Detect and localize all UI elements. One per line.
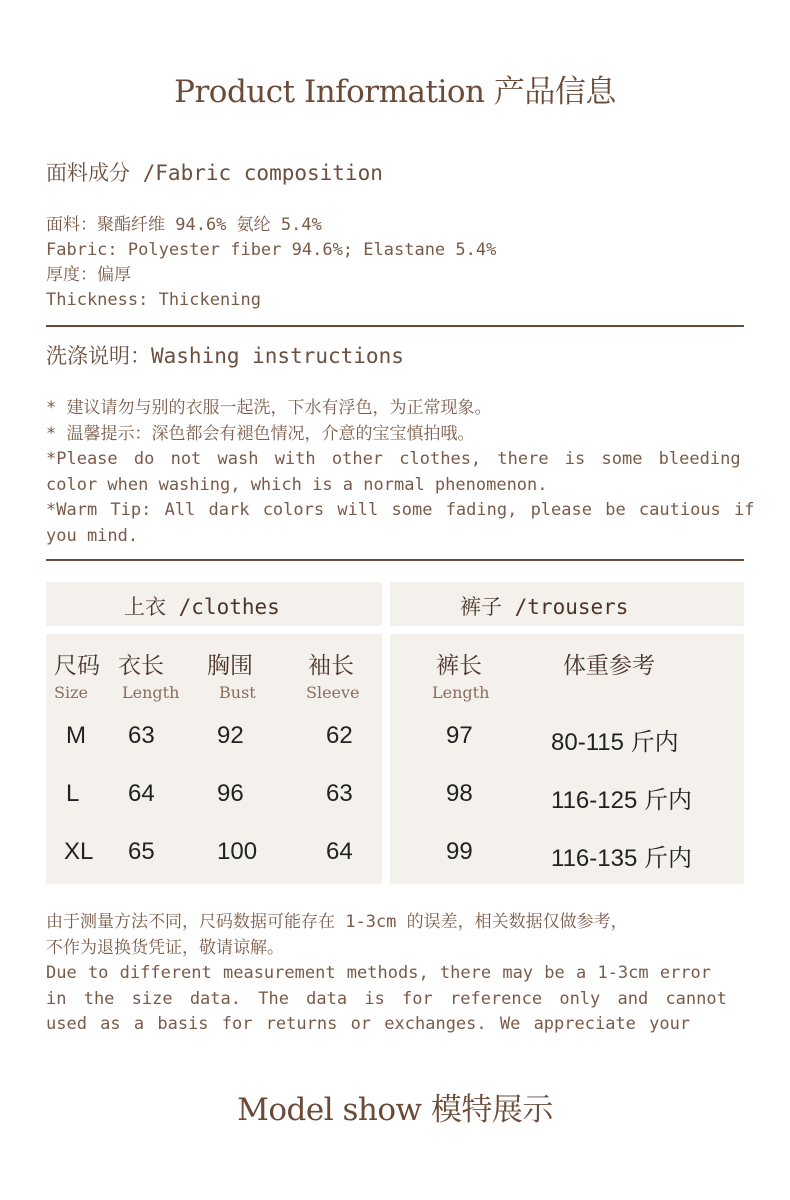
col-bust-cn: 胸围 [207, 653, 253, 679]
size-cell: XL [64, 838, 94, 865]
col-length-cn: 衣长 [118, 653, 164, 679]
col-trouser-length-en: Length [432, 683, 490, 702]
trouser-length-cell: 98 [446, 780, 473, 807]
note-line: 由于测量方法不同，尺码数据可能存在 1-3cm 的误差，相关数据仅做参考， [46, 912, 628, 932]
trouser-length-cell: 97 [446, 722, 473, 749]
sleeve-cell: 62 [326, 722, 353, 749]
bust-cell: 100 [217, 838, 258, 865]
col-sleeve-en: Sleeve [306, 683, 360, 702]
note-line: used as a basis for returns or exchanges. We appreciate your [46, 1014, 691, 1034]
washing-line: * 建议请勿与别的衣服一起洗，下水有浮色，为正常现象。 [46, 398, 492, 418]
clothes-title: 上衣 /clothes [124, 595, 280, 619]
col-trouser-length-cn: 裤长 [436, 653, 482, 679]
model-show-title: Model show 模特展示 [237, 1092, 553, 1128]
fabric-heading: 面料成分 /Fabric composition [46, 161, 383, 185]
washing-line: you mind. [46, 525, 139, 546]
note-line: 不作为退换货凭证，敬请谅解。 [46, 937, 284, 958]
size-cell: L [66, 780, 80, 807]
weight-cell: 116-135 斤内 [551, 845, 692, 872]
col-size-en: Size [54, 683, 88, 702]
washing-line: *Please do not wash with other clothes, there is some bleeding [46, 449, 741, 469]
washing-heading: 洗涤说明：Washing instructions [46, 344, 404, 368]
fabric-line-en: Fabric: Polyester fiber 94.6%; Elastane 5.4% [46, 240, 497, 260]
col-length-en: Length [122, 683, 180, 702]
size-cell: M [66, 722, 86, 749]
weight-cell: 116-125 斤内 [551, 787, 692, 814]
col-weight-cn: 体重参考 [563, 653, 655, 679]
length-cell: 63 [128, 722, 155, 749]
sleeve-cell: 63 [326, 780, 353, 807]
washing-line: * 温馨提示：深色都会有褪色情况，介意的宝宝慎拍哦。 [46, 423, 475, 444]
trouser-length-cell: 99 [446, 838, 473, 865]
thickness-line-cn: 厚度：偏厚 [46, 265, 131, 285]
col-sleeve-cn: 袖长 [308, 653, 354, 679]
trousers-title: 裤子 /trousers [460, 595, 629, 619]
bust-cell: 96 [217, 780, 244, 807]
length-cell: 65 [128, 838, 155, 865]
length-cell: 64 [128, 780, 155, 807]
divider [46, 325, 744, 327]
fabric-line-cn: 面料：聚酯纤维 94.6% 氨纶 5.4% [46, 215, 322, 235]
thickness-line-en: Thickness: Thickening [46, 290, 261, 310]
page-title: Product Information 产品信息 [174, 74, 616, 110]
col-size-cn: 尺码 [54, 653, 100, 679]
measurement-note [46, 910, 744, 1038]
washing-instructions [46, 396, 755, 549]
col-bust-en: Bust [219, 683, 256, 702]
washing-line: *Warm Tip: All dark colors will some fading, please be cautious if [46, 500, 755, 520]
sleeve-cell: 64 [326, 838, 353, 865]
note-line: Due to different measurement methods, there may be a 1-3cm error [46, 963, 712, 983]
bust-cell: 92 [217, 722, 244, 749]
weight-cell: 80-115 斤内 [551, 729, 679, 756]
washing-line: color when washing, which is a normal phenomenon. [46, 474, 548, 495]
note-line: in the size data. The data is for reference only and cannot [46, 988, 727, 1009]
divider [46, 559, 744, 561]
